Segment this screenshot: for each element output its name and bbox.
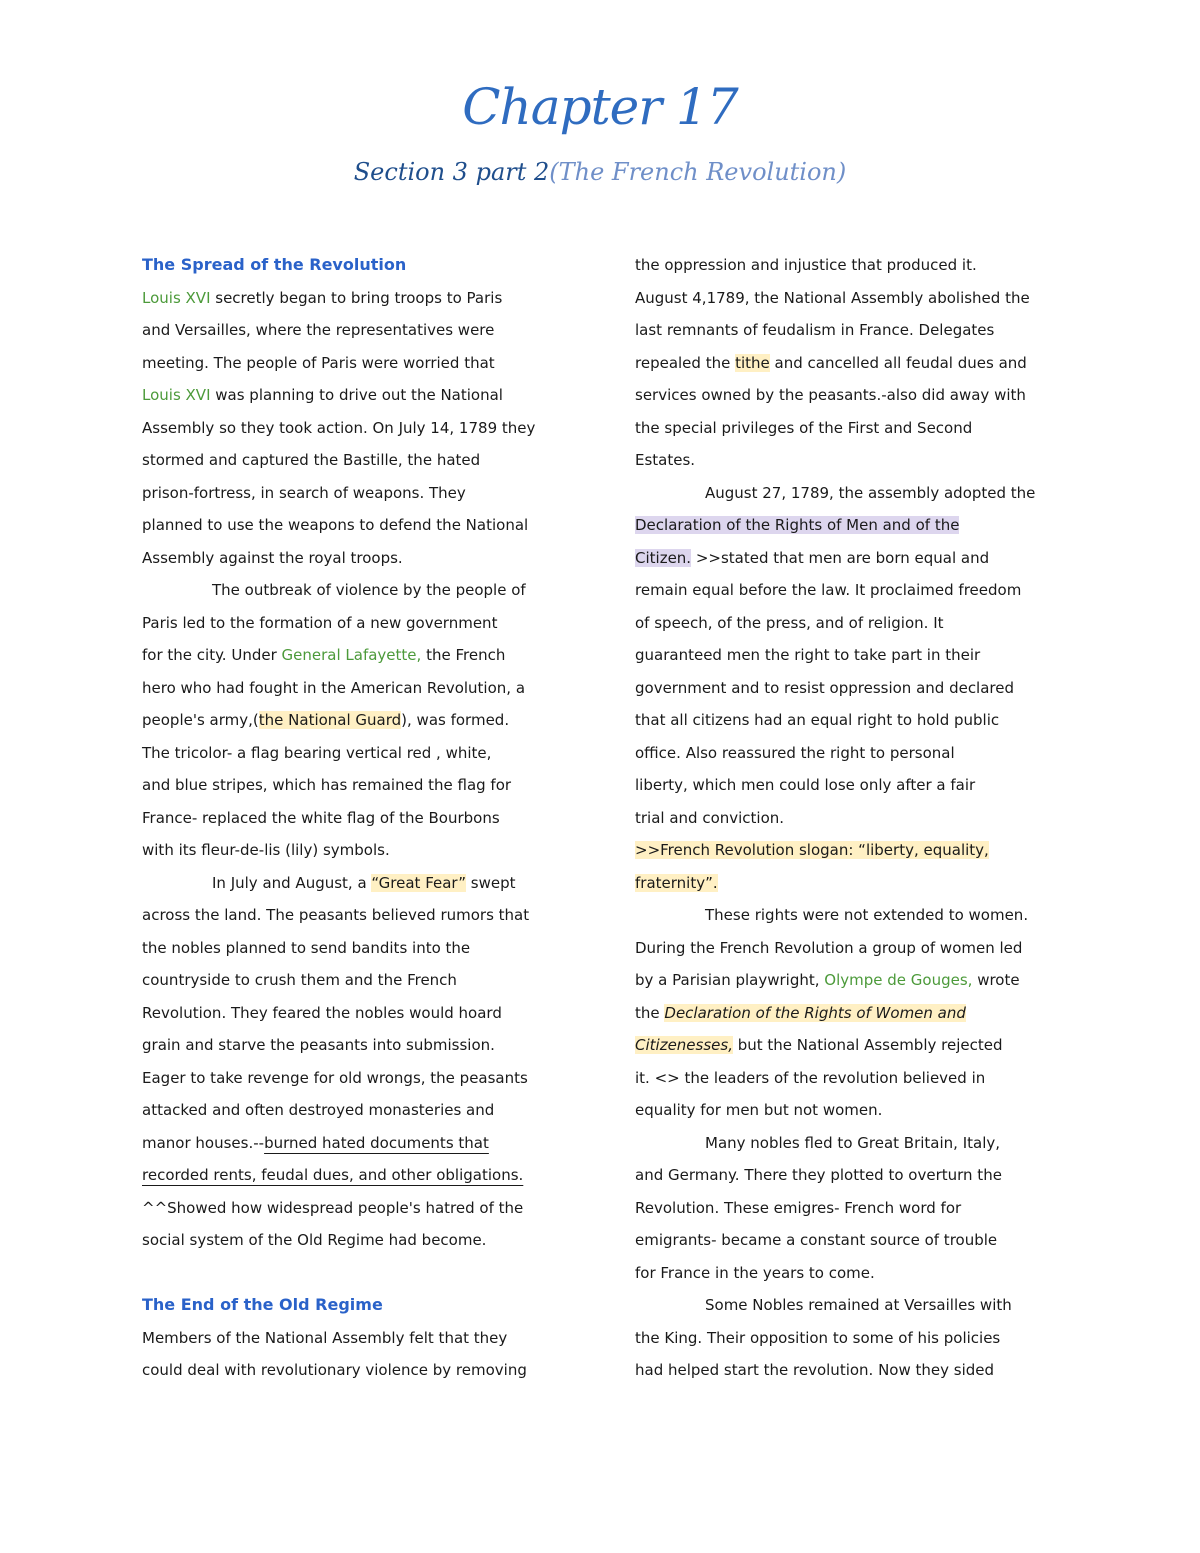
section-heading-end: The End of the Old Regime	[142, 1295, 383, 1314]
text-line: Eager to take revenge for old wrongs, the peasants	[142, 1068, 528, 1087]
text-line	[635, 964, 1075, 997]
text-line	[635, 867, 1075, 900]
text-line: government and to resist oppression and declared	[635, 678, 1015, 697]
text-line: office. Also reassured the right to personal	[635, 743, 955, 762]
name-lafayette: General Lafayette,	[281, 646, 422, 664]
text-line: across the land. The peasants believed rumors that	[142, 906, 530, 924]
text-line: grain and starve the peasants into submission.	[142, 1036, 495, 1054]
text-span: by a Parisian playwright,	[635, 971, 825, 989]
text-line: last remnants of feudalism in France. Delegates	[635, 321, 995, 339]
text-span: and cancelled all feudal dues and	[769, 353, 1027, 372]
text-span: the	[635, 1003, 665, 1022]
text-line: that all citizens had an equal right to hold public	[635, 711, 1000, 729]
text-line: Many nobles fled to Great Britain, Italy,	[705, 1133, 1001, 1152]
text-line: trial and conviction.	[635, 808, 785, 827]
text-line: France- replaced the white flag of the Bourbons	[142, 808, 500, 827]
text-line	[142, 282, 582, 315]
text-line: Revolution. They feared the nobles would hoard	[142, 1003, 502, 1022]
underlined-text: burned hated documents that	[264, 1133, 489, 1152]
text-span: wrote	[972, 971, 1020, 989]
text-line: Revolution. These emigres- French word for	[635, 1198, 962, 1217]
highlight-declaration-men: Citizen.	[635, 548, 692, 567]
text-line: could deal with revolutionary violence by removing	[142, 1361, 527, 1379]
highlight-tithe: tithe	[735, 353, 770, 372]
text-line	[142, 639, 582, 672]
highlight-declaration-women: Citizenesses,	[635, 1036, 733, 1054]
text-line	[635, 1029, 1075, 1062]
text-span: the French	[421, 646, 506, 664]
text-line: Estates.	[635, 451, 696, 469]
left-column	[142, 249, 582, 1387]
text-line: The outbreak of violence by the people of	[212, 581, 526, 599]
text-span: people's army,(	[142, 711, 259, 729]
text-line: and Versailles, where the representatives were	[142, 321, 495, 339]
text-line	[142, 704, 582, 737]
paragraph-gap	[142, 1257, 582, 1290]
text-line	[635, 509, 1075, 542]
text-span: secretly began to bring troops to Paris	[210, 288, 503, 307]
text-line: stormed and captured the Bastille, the hated	[142, 451, 481, 469]
text-line: of speech, of the press, and of religion. It	[635, 613, 944, 632]
text-line: and Germany. There they plotted to overturn the	[635, 1166, 1002, 1184]
text-span: swept	[466, 873, 516, 892]
text-line: it. <> the leaders of the revolution believed in	[635, 1068, 986, 1087]
name-olympe-de-gouges: Olympe de Gouges,	[824, 971, 973, 989]
text-span: but the National Assembly rejected	[732, 1036, 1003, 1054]
text-line: countryside to crush them and the French	[142, 971, 457, 989]
text-line: guaranteed men the right to take part in their	[635, 646, 981, 664]
text-line: the oppression and injustice that produced it.	[635, 256, 977, 274]
text-line: equality for men but not women.	[635, 1101, 883, 1119]
text-span: ), was formed.	[401, 711, 510, 729]
text-span: In July and August, a	[212, 873, 372, 892]
right-column	[635, 249, 1075, 1387]
text-line: meeting. The people of Paris were worried that	[142, 353, 495, 372]
text-line: and blue stripes, which has remained the flag for	[142, 776, 512, 794]
text-line: the special privileges of the First and Second	[635, 418, 973, 437]
highlight-declaration-men: Declaration of the Rights of Men and of the	[635, 516, 960, 534]
text-line: During the French Revolution a group of women led	[635, 938, 1023, 957]
text-line: planned to use the weapons to defend the National	[142, 516, 529, 534]
page-subtitle	[0, 158, 1200, 186]
highlight-national-guard: the National Guard	[258, 711, 402, 729]
text-line	[635, 997, 1075, 1030]
text-line: Some Nobles remained at Versailles with	[705, 1296, 1012, 1314]
text-span: repealed the	[635, 353, 736, 372]
text-line: services owned by the peasants.-also did away with	[635, 386, 1026, 404]
text-line: with its fleur-de-lis (lily) symbols.	[142, 841, 390, 859]
name-louis-xvi: Louis XVI	[142, 386, 211, 404]
text-line	[142, 379, 582, 412]
text-line: had helped start the revolution. Now they sided	[635, 1361, 995, 1379]
text-line: remain equal before the law. It proclaimed freedom	[635, 581, 1022, 599]
text-line: the nobles planned to send bandits into the	[142, 938, 471, 957]
text-line: These rights were not extended to women.	[705, 906, 1029, 924]
text-span: for the city. Under	[142, 646, 282, 664]
text-line: ^^Showed how widespread people's hatred of the	[142, 1198, 524, 1217]
text-line: prison-fortress, in search of weapons. They	[142, 483, 466, 502]
text-span: >>stated that men are born equal and	[691, 548, 990, 567]
text-line: social system of the Old Regime had become.	[142, 1231, 487, 1249]
text-line: Assembly against the royal troops.	[142, 548, 403, 567]
text-span: manor houses.--	[142, 1133, 265, 1152]
text-line	[142, 1127, 582, 1160]
text-line: for France in the years to come.	[635, 1263, 875, 1282]
page-title: Chapter 17	[462, 78, 738, 136]
text-line: Paris led to the formation of a new government	[142, 613, 498, 632]
text-line: August 4,1789, the National Assembly abolished the	[635, 288, 1030, 307]
text-line	[635, 542, 1075, 575]
highlight-great-fear: “Great Fear”	[371, 873, 466, 892]
text-line: Members of the National Assembly felt that they	[142, 1328, 508, 1347]
text-line: emigrants- became a constant source of trouble	[635, 1231, 998, 1249]
text-line	[635, 347, 1075, 380]
subtitle-topic: (The French Revolution)	[549, 158, 847, 186]
section-heading-spread: The Spread of the Revolution	[142, 255, 407, 274]
text-line: liberty, which men could lose only after a fair	[635, 776, 976, 794]
subtitle-section: Section 3 part 2	[353, 158, 550, 186]
text-line: The tricolor- a flag bearing vertical red , white,	[142, 743, 492, 762]
text-line	[635, 834, 1075, 867]
highlight-slogan: >>French Revolution slogan: “liberty, equality,	[635, 841, 989, 859]
underlined-text: recorded rents, feudal dues, and other obligations.	[142, 1166, 524, 1184]
highlight-declaration-women: Declaration of the Rights of Women and	[664, 1003, 966, 1022]
text-span: was planning to drive out the National	[210, 386, 503, 404]
text-line: hero who had fought in the American Revolution, a	[142, 678, 526, 697]
name-louis-xvi: Louis XVI	[142, 288, 211, 307]
text-line	[142, 867, 582, 900]
text-line: August 27, 1789, the assembly adopted the	[705, 483, 1036, 502]
text-line: the King. Their opposition to some of his policies	[635, 1328, 1001, 1347]
text-line: attacked and often destroyed monasteries and	[142, 1101, 495, 1119]
text-line: Assembly so they took action. On July 14, 1789 they	[142, 418, 536, 437]
highlight-slogan: fraternity”.	[635, 873, 718, 892]
